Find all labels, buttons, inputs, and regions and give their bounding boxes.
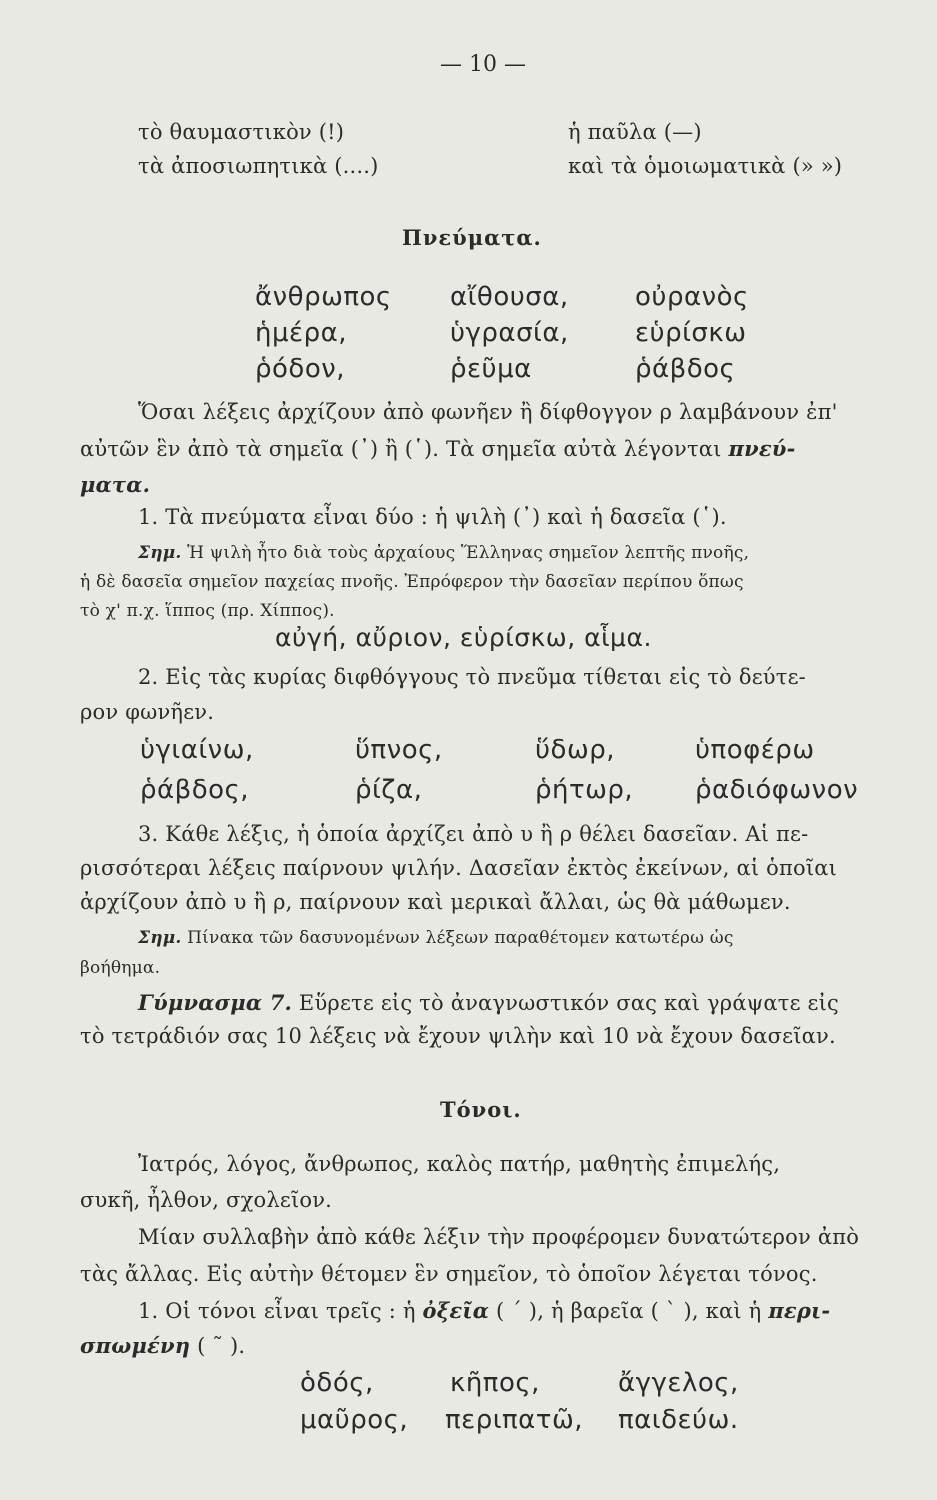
word-example: ῥήτωρ, xyxy=(535,775,634,805)
note-label: Σημ. xyxy=(138,928,182,948)
word-example: ὑγιαίνω, xyxy=(140,735,254,765)
exercise-line xyxy=(138,990,839,1015)
exercise-text: Εὕρετε εἰς τὸ ἀναγνωστικόν σας καὶ γράψατε εἰς xyxy=(298,991,840,1015)
note-text: Ἡ ψιλὴ ἦτο διὰ τοὺς ἀρχαίους Ἕλληνας σημεῖον λεπτῆς πνοῆς, xyxy=(187,543,750,563)
note-line xyxy=(138,543,749,563)
word-example: οὐρανὸς xyxy=(635,282,749,312)
paragraph-line xyxy=(80,436,796,461)
rule-1: 1. Τὰ πνεύματα εἶναι δύο : ἡ ψιλὴ (᾿) καὶ ἡ δασεῖα (῾). xyxy=(138,505,727,529)
punct-right-2: καὶ τὰ ὁμοιωματικὰ (» ») xyxy=(568,154,843,178)
rule-text: 1. Οἱ τόνοι εἶναι τρεῖς : ἡ xyxy=(138,1299,416,1323)
punct-left-2: τὰ ἀποσιωπητικὰ (....) xyxy=(138,154,379,178)
word-example: ὕδωρ, xyxy=(535,735,615,765)
page-number: — 10 — xyxy=(440,52,526,77)
note-line xyxy=(138,928,734,948)
rule-tonoi-1 xyxy=(138,1298,830,1323)
exercise-label: Γύμνασμα 7. xyxy=(138,990,293,1015)
term-oxeia: ὀξεῖα xyxy=(422,1298,490,1323)
punct-right-1: ἡ παῦλα (—) xyxy=(568,120,702,144)
word-example: ἄγγελος, xyxy=(618,1368,739,1398)
section-heading-tonoi: Τόνοι. xyxy=(440,1097,522,1122)
word-example: ῥαδιόφωνον xyxy=(695,775,859,805)
paragraph-line: Μίαν συλλαβὴν ἀπὸ κάθε λέξιν τὴν προφέρομεν δυνατώτερον ἀπὸ xyxy=(138,1225,860,1249)
word-example: ῥίζα, xyxy=(355,775,423,805)
example-words: αὐγή, αὔριον, εὑρίσκω, αἷμα. xyxy=(275,623,652,652)
note-line: βοήθημα. xyxy=(80,958,161,978)
rule-tonoi-1-cont xyxy=(80,1333,245,1358)
rule-3-cont: ρισσότεραι λέξεις παίρνουν ψιλήν. Δασεῖαν ἐκτὸς ἐκείνων, αἱ ὁποῖαι xyxy=(80,856,838,880)
rule-2: 2. Εἰς τὰς κυρίας διφθόγγους τὸ πνεῦμα τίθεται εἰς τὸ δεύτε- xyxy=(138,665,806,689)
word-example: κῆπος, xyxy=(450,1368,540,1398)
word-example: ἄνθρωπος xyxy=(255,282,392,312)
punct-left-1: τὸ θαυμαστικὸν (!) xyxy=(138,120,345,144)
word-example: ῥάβδος, xyxy=(140,775,250,805)
note-line: ἡ δὲ δασεῖα σημεῖον παχείας πνοῆς. Ἐπρόφερον τὴν δασεῖαν περίπου ὅπως xyxy=(80,572,744,592)
term-perispomeni-cont: σπωμένη xyxy=(80,1333,191,1358)
word-example: εὑρίσκω xyxy=(635,318,747,348)
example-line: Ἰατρός, λόγος, ἄνθρωπος, καλὸς πατήρ, μαθητὴς ἐπιμελής, xyxy=(138,1152,781,1176)
word-example: ῥεῦμα xyxy=(450,354,532,384)
note-label: Σημ. xyxy=(138,543,182,563)
rule-text: ( ΄ ), ἡ βαρεῖα ( ` ), καὶ ἡ xyxy=(495,1299,762,1323)
note-text: Πίνακα τῶν δασυνομένων λέξεων παραθέτομεν κατωτέρω ὡς xyxy=(187,928,734,948)
word-example: ὕπνος, xyxy=(355,735,443,765)
rule-3: 3. Κάθε λέξις, ἡ ὁποία ἀρχίζει ἀπὸ υ ἢ ρ θέλει δασεῖαν. Αἱ πε- xyxy=(138,822,809,846)
word-example: ὑποφέρω xyxy=(695,735,815,765)
section-heading-pneumata: Πνεύματα. xyxy=(402,225,542,250)
word-example: μαῦρος, xyxy=(300,1405,409,1435)
paragraph-line: ματα. xyxy=(80,472,151,497)
word-example: ῥόδον, xyxy=(255,354,346,384)
example-line: συκῆ, ἦλθον, σχολεῖον. xyxy=(80,1188,333,1212)
word-example: αἴθουσα, xyxy=(450,282,569,312)
word-example: παιδεύω. xyxy=(618,1405,739,1435)
paragraph-text: αὐτῶν ἓν ἀπὸ τὰ σημεῖα (᾿) ἢ (῾). Τὰ σημεῖα αὐτὰ λέγονται xyxy=(80,437,722,461)
word-example: ἡμέρα, xyxy=(255,318,347,348)
exercise-line: τὸ τετράδιόν σας 10 λέξεις νὰ ἔχουν ψιλὴν καὶ 10 νὰ ἔχουν δασεῖαν. xyxy=(80,1024,836,1048)
paragraph-line: τὰς ἄλλας. Εἰς αὐτὴν θέτομεν ἓν σημεῖον, τὸ ὁποῖον λέγεται τόνος. xyxy=(80,1262,818,1286)
note-line: τὸ χ' π.χ. ἵππος (πρ. Χίππος). xyxy=(80,601,335,621)
term-pneumata: πνεύ- xyxy=(728,436,796,461)
word-example: ὁδός, xyxy=(300,1368,374,1398)
rule-3-cont: ἀρχίζουν ἀπὸ υ ἢ ρ, παίρνουν καὶ μερικαὶ ἄλλαι, ὡς θὰ μάθωμεν. xyxy=(80,890,791,914)
word-example: περιπατῶ, xyxy=(445,1405,583,1435)
term-perispomeni: περι- xyxy=(768,1298,831,1323)
word-example: ὑγρασία, xyxy=(450,318,569,348)
rule-text: ( ῀ ). xyxy=(197,1334,246,1358)
paragraph-line: Ὅσαι λέξεις ἀρχίζουν ἀπὸ φωνῆεν ἢ δίφθογγον ρ λαμβάνουν ἐπ' xyxy=(138,400,838,424)
rule-2-cont: ρον φωνῆεν. xyxy=(80,700,215,724)
word-example: ῥάβδος xyxy=(635,354,736,384)
